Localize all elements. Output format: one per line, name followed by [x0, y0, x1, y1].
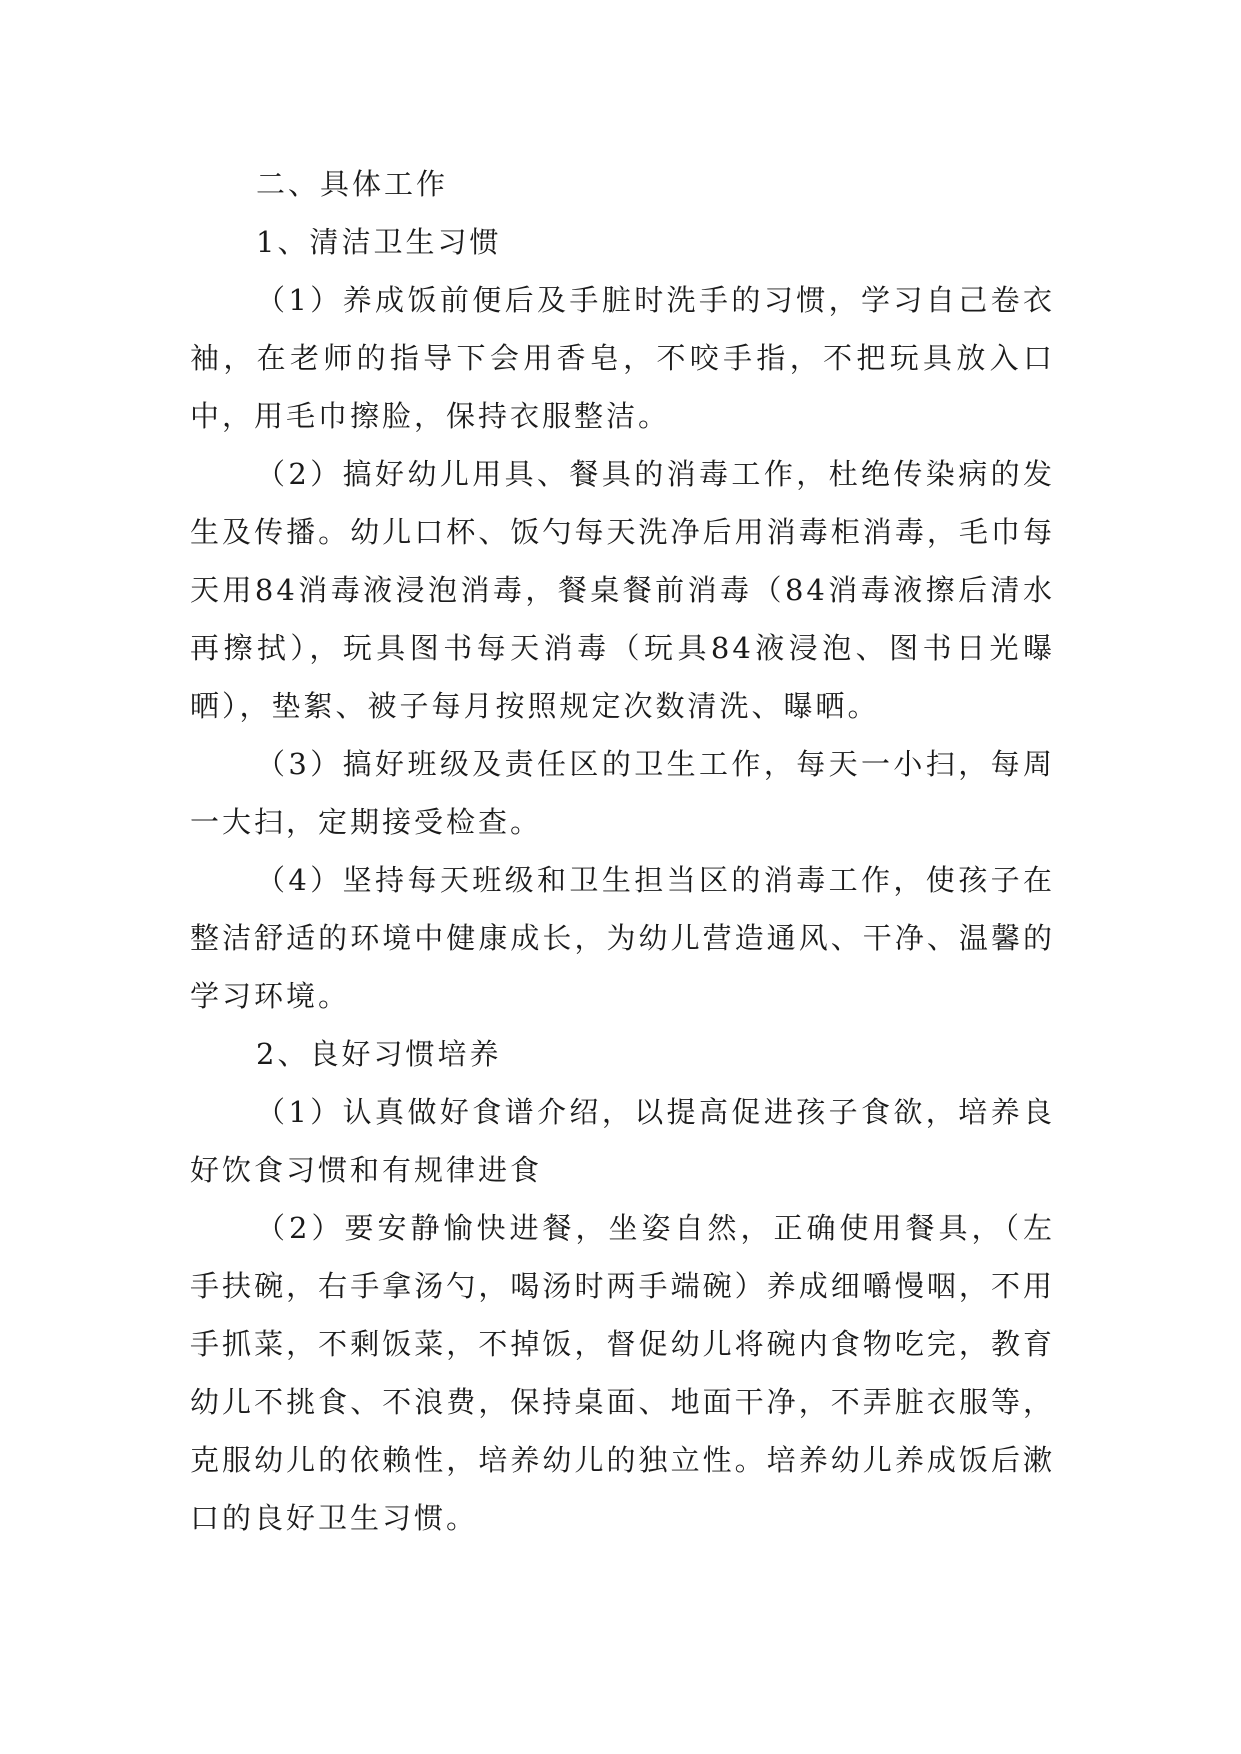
paragraph: （1）养成饭前便后及手脏时洗手的习惯，学习自己卷衣袖，在老师的指导下会用香皂，不咬手指，不把玩具放入口中，用毛巾擦脸，保持衣服整洁。 — [190, 283, 1055, 433]
paragraph: （2）要安静愉快进餐，坐姿自然，正确使用餐具，（左手扶碗，右手拿汤勺，喝汤时两手端碗）养成细嚼慢咽，不用手抓菜，不剩饭菜，不掉饭，督促幼儿将碗内食物吃完，教育幼儿不挑食、不浪费，保持桌面、地面干净，不弄脏衣服等，克服幼儿的依赖性，培养幼儿的独立性。培养幼儿养成饭后漱口的良好卫生习惯。 — [190, 1211, 1055, 1535]
paragraph: （1）认真做好食谱介绍，以提高促进孩子食欲，培养良好饮食习惯和有规律进食 — [190, 1095, 1055, 1187]
paragraph: （3）搞好班级及责任区的卫生工作，每天一小扫，每周一大扫，定期接受检查。 — [190, 747, 1055, 839]
document-body — [190, 155, 1055, 1547]
section-heading: 二、具体工作 — [256, 167, 449, 201]
subsection-heading-good-habits: 2、良好习惯培养 — [256, 1037, 502, 1071]
paragraph: （4）坚持每天班级和卫生担当区的消毒工作，使孩子在整洁舒适的环境中健康成长，为幼儿营造通风、干净、温馨的学习环境。 — [190, 863, 1055, 1013]
paragraph: （2）搞好幼儿用具、餐具的消毒工作，杜绝传染病的发生及传播。幼儿口杯、饭勺每天洗净后用消毒柜消毒，毛巾每天用84消毒液浸泡消毒，餐桌餐前消毒（84消毒液擦后清水再擦拭），玩具图书每天消毒（玩具84液浸泡、图书日光曝晒），垫絮、被子每月按照规定次数清洗、曝晒。 — [190, 457, 1055, 723]
subsection-heading-cleanliness: 1、清洁卫生习惯 — [256, 225, 502, 259]
